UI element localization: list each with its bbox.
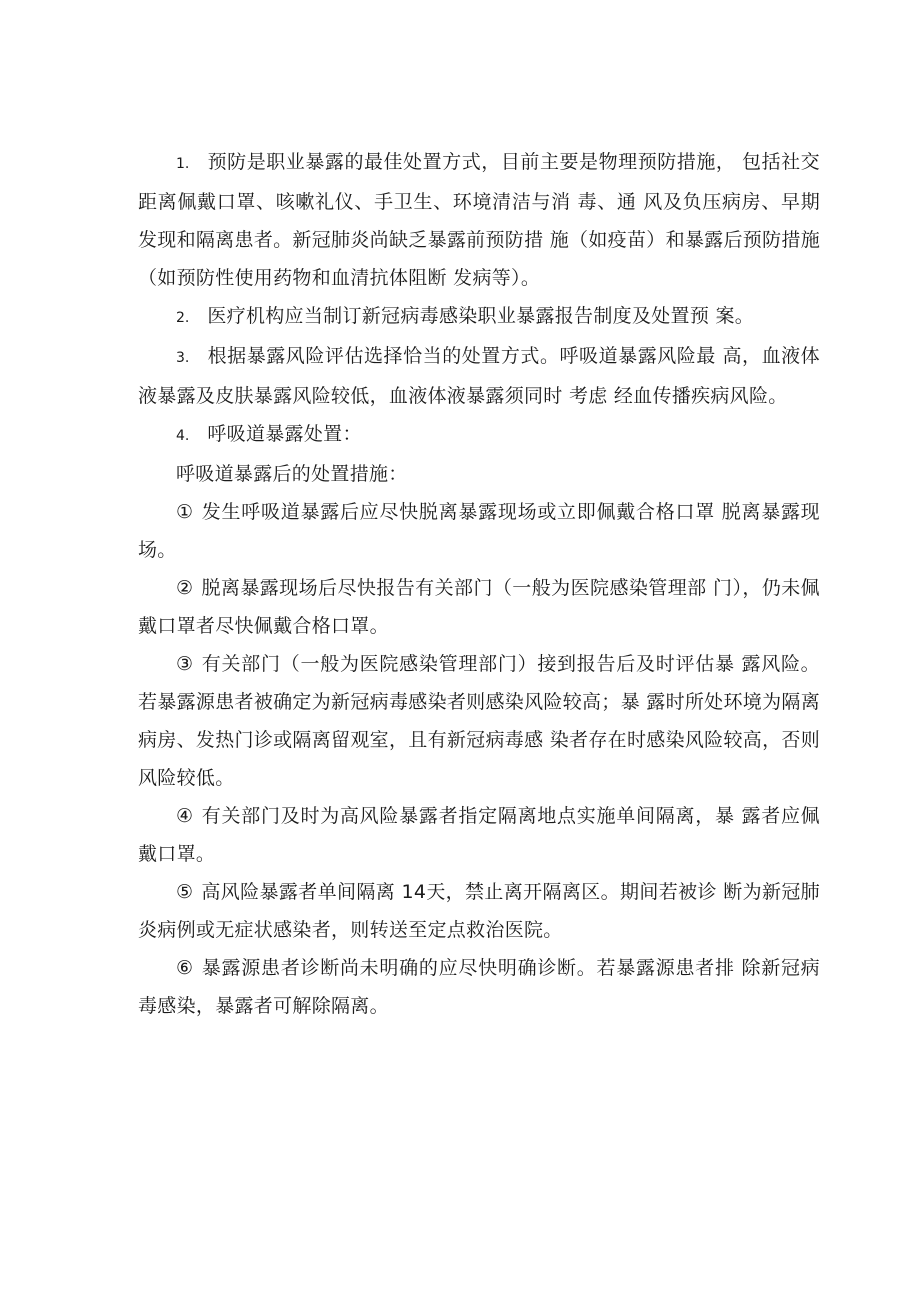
paragraph-text: 脱离暴露现场后尽快报告有关部门（一般为医院感染管理部 门），仍未佩戴口罩者尽快佩戴合格口罩。 (138, 577, 820, 637)
paragraph-text: 医疗机构应当制订新冠病毒感染职业暴露报告制度及处置预 案。 (207, 305, 755, 327)
paragraph-text: 发生呼吸道暴露后应尽快脱离暴露现场或立即佩戴合格口罩 脱离暴露现场。 (138, 501, 820, 561)
paragraph-9 (138, 797, 820, 873)
paragraph-10 (138, 873, 820, 949)
paragraph-text: 高风险暴露者单间隔离 14天，禁止离开隔离区。期间若被诊 断为新冠肺炎病例或无症状感染者，则转送至定点救治医院。 (138, 881, 820, 941)
paragraph-text: 根据暴露风险评估选择恰当的处置方式。呼吸道暴露风险最 高，血液体液暴露及皮肤暴露风险较低，血液体液暴露须同时 考虑 经血传播疾病风险。 (138, 345, 820, 407)
paragraph-11 (138, 949, 820, 1025)
paragraph-text: 有关部门及时为高风险暴露者指定隔离地点实施单间隔离，暴 露者应佩戴口罩。 (138, 805, 820, 865)
paragraph-text: 呼吸道暴露后的处置措施： (176, 463, 408, 485)
paragraph-text: 预防是职业暴露的最佳处置方式，目前主要是物理预防措施， 包括社交距离佩戴口罩、咳嗽礼仪、手卫生、环境清洁与消 毒、通 风及负压病房、早期发现和隔离患者。新冠肺炎尚缺乏暴露前预防措 施（如疫苗）和暴露后预防措施（如预防性使用药物和血清抗体阻断 发病等）。 (138, 151, 820, 289)
paragraph-text: 呼吸道暴露处置： (207, 423, 362, 445)
item-number: 4. (176, 428, 190, 444)
paragraph-text: 有关部门（一般为医院感染管理部门）接到报告后及时评估暴 露风险。若暴露源患者被确定为新冠病毒感染者则感染风险较高；暴 露时所处环境为隔离病房、发热门诊或隔离留观室，且有新冠病毒感 染者存在时感染风险较高，否则风险较低。 (138, 653, 820, 789)
circled-number: ⑤ (176, 881, 194, 903)
item-number: 1. (176, 156, 190, 172)
item-number: 2. (176, 310, 190, 326)
paragraph-8 (138, 645, 820, 797)
circled-number: ① (176, 501, 194, 523)
paragraph-4 (138, 415, 820, 455)
document-body (138, 143, 820, 1025)
circled-number: ③ (176, 653, 194, 675)
paragraph-1 (138, 143, 820, 297)
circled-number: ④ (176, 805, 194, 827)
item-number: 3. (176, 350, 190, 366)
circled-number: ② (176, 577, 194, 599)
paragraph-2 (138, 297, 820, 337)
paragraph-text: 暴露源患者诊断尚未明确的应尽快明确诊断。若暴露源患者排 除新冠病毒感染，暴露者可解除隔离。 (138, 957, 820, 1017)
circled-number: ⑥ (176, 957, 194, 979)
paragraph-5 (138, 455, 820, 493)
paragraph-3 (138, 337, 820, 415)
paragraph-7 (138, 569, 820, 645)
paragraph-6 (138, 493, 820, 569)
